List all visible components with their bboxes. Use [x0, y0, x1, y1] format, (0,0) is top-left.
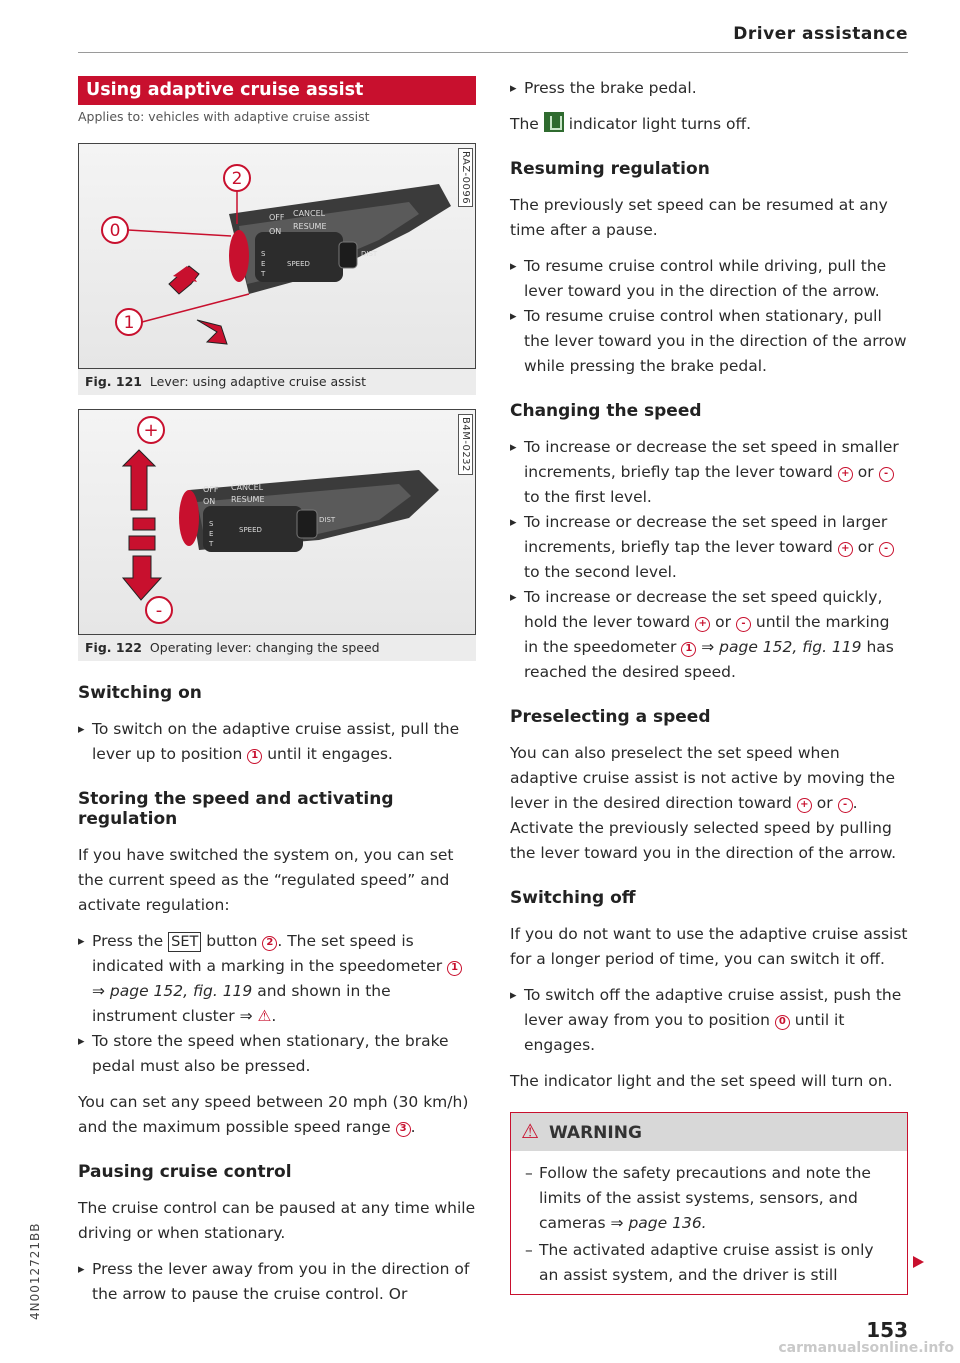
bullet-switch-off: ▸ To switch off the adaptive cruise assist, push the lever away from you to position 0 until it engages. [510, 983, 908, 1058]
preselect-text: You can also preselect the set speed when adaptive cruise assist is not active by moving the lever in the desired direction toward + or - . Activate the previously selected speed by pulling the lever toward you in the direction of the arrow. [510, 744, 897, 862]
heading-pausing: Pausing cruise control [78, 1162, 292, 1182]
callout-1: 1 [123, 313, 135, 333]
bullet-press-set: ▸ Press the SET button 2 . The set speed is indicated with a marking in the speedometer 1 ⇒ page 152, fig. 119 and shown in the instrument cluster ⇒ ⚠. [78, 929, 476, 1029]
lever-text-e: E [261, 260, 266, 268]
link-page-136[interactable]: ⇒ page 136. [610, 1214, 707, 1232]
warning-icon: ⚠ [257, 1007, 272, 1025]
figure-122-number: Fig. 122 [85, 640, 142, 655]
lever-text-cancel: CANCEL [293, 209, 326, 218]
bullet-brake: ▸ Press the brake pedal. [510, 76, 908, 101]
minus-icon: - [736, 617, 751, 632]
lever2-text-on: ON [203, 497, 216, 506]
lever-text-s: S [261, 250, 266, 258]
section-title: Using adaptive cruise assist [78, 76, 476, 105]
applies-note: Applies to: vehicles with adaptive cruise assist [78, 109, 370, 124]
figure-code-121: RAZ-0096 [458, 148, 473, 207]
warning-item-2: – The activated adaptive cruise assist is only an assist system, and the driver is still [525, 1238, 897, 1288]
header-rule [78, 52, 908, 53]
figure-122-caption [78, 635, 476, 661]
figure-122-caption-text: Operating lever: changing the speed [149, 640, 380, 655]
lever-text-dist: DIST [361, 250, 378, 258]
storing-intro: If you have switched the system on, you can set the current speed as the “regulated speed” and activate regulation: [78, 846, 454, 914]
bullet-stationary: ▸ To store the speed when stationary, the brake pedal must also be pressed. [78, 1029, 476, 1079]
lever2-text-s: S [209, 520, 214, 528]
lever-text-resume: RESUME [293, 222, 327, 231]
warning-item-1: – Follow the safety precautions and note the limits of the assist systems, sensors, and cameras ⇒ page 136. [525, 1161, 897, 1236]
page-number: 153 [866, 1318, 908, 1342]
watermark: carmanualsonline.info [778, 1340, 954, 1356]
ref-1b: 1 [447, 961, 462, 976]
heading-switching-off: Switching off [510, 888, 636, 908]
figure-121 [78, 143, 476, 369]
warning-box [510, 1112, 908, 1295]
bullet-resume-driving: ▸ To resume cruise control while driving, pull the lever toward you in the direction of the arrow. [510, 254, 908, 304]
lever-text-speed: SPEED [287, 260, 310, 268]
lever-illustration-121 [79, 144, 475, 368]
heading-preselecting: Preselecting a speed [510, 707, 711, 727]
callout-0: 0 [109, 221, 121, 241]
figure-121-number: Fig. 121 [85, 374, 142, 389]
figure-121-caption [78, 369, 476, 395]
bullet-small-increments: ▸ To increase or decrease the set speed in smaller increments, briefly tap the lever toward + or - to the first level. [510, 435, 908, 510]
heading-changing: Changing the speed [510, 401, 702, 421]
right-column [510, 76, 908, 1295]
document-code: 4N0012721BB [28, 1222, 42, 1320]
heading-switching-on: Switching on [78, 683, 202, 703]
resuming-intro: The previously set speed can be resumed at any time after a pause. [510, 196, 888, 239]
plus-icon: + [695, 617, 710, 632]
indicator-off-text: The indicator light turns off. [510, 112, 908, 137]
minus-icon: - [879, 467, 894, 482]
bullet-large-increments: ▸ To increase or decrease the set speed in larger increments, briefly tap the lever toward + or - to the second level. [510, 510, 908, 585]
plus-icon: + [838, 467, 853, 482]
ref-2: 2 [262, 936, 277, 951]
bullet-quick: ▸ To increase or decrease the set speed quickly, hold the lever toward + or - until the marking in the speedometer 1 ⇒ page 152, fig. 119 has reached the desired speed. [510, 585, 908, 685]
cruise-indicator-icon [544, 112, 564, 132]
bullet-resume-stationary: ▸ To resume cruise control when stationary, pull the lever toward you in the direction of the arrow while pressing the brake pedal. [510, 304, 908, 379]
ref-3: 3 [396, 1122, 411, 1137]
warning-header: ⚠ WARNING [511, 1113, 907, 1151]
warning-triangle-icon: ⚠ [521, 1119, 539, 1143]
callout-plus: + [143, 420, 159, 441]
figure-code-122: B4M-0232 [458, 414, 473, 475]
lever-text-on: ON [269, 227, 282, 236]
lever2-text-off: OFF [203, 485, 219, 494]
set-key: SET [168, 932, 201, 952]
minus-icon: - [879, 542, 894, 557]
switch-off-intro: If you do not want to use the adaptive cruise assist for a longer period of time, you can switch it off. [510, 925, 908, 968]
lever2-text-t: T [209, 540, 214, 548]
ref-1c: 1 [681, 642, 696, 657]
link-page-152[interactable]: ⇒ page 152, fig. 119 [92, 982, 253, 1000]
figure-122 [78, 409, 476, 635]
bullet-pause: ▸ Press the lever away from you in the direction of the arrow to pause the cruise control. Or [78, 1257, 476, 1307]
lever2-text-dist: DIST [319, 516, 336, 524]
lever-illustration-122 [79, 410, 475, 634]
ref-1: 1 [247, 749, 262, 764]
speed-range-text: You can set any speed between 20 mph (30 km/h) and the maximum possible speed range 3 . [78, 1093, 469, 1136]
header-section-title: Driver assistance [733, 24, 908, 44]
plus-icon: + [838, 542, 853, 557]
minus-icon: - [838, 798, 853, 813]
callout-minus: - [155, 600, 163, 621]
figure-121-caption-text: Lever: using adaptive cruise assist [149, 374, 367, 389]
heading-resuming: Resuming regulation [510, 159, 710, 179]
ref-0: 0 [775, 1015, 790, 1030]
plus-icon: + [797, 798, 812, 813]
callout-2: 2 [231, 169, 243, 189]
lever2-text-resume: RESUME [231, 495, 265, 504]
lever2-text-speed: SPEED [239, 526, 262, 534]
lever2-text-e: E [209, 530, 214, 538]
indicator-on-text: The indicator light and the set speed will turn on. [510, 1072, 893, 1090]
link-page-152b[interactable]: ⇒ page 152, fig. 119 [701, 638, 862, 656]
lever-text-off: OFF [269, 213, 285, 222]
lever2-text-cancel: CANCEL [231, 483, 264, 492]
pausing-intro: The cruise control can be paused at any time while driving or when stationary. [78, 1199, 476, 1242]
lever-text-t: T [261, 270, 266, 278]
left-column [78, 76, 476, 1318]
continue-arrow-icon [913, 1256, 924, 1268]
bullet-switch-on: ▸ To switch on the adaptive cruise assist, pull the lever up to position 1 until it engages. [78, 717, 476, 767]
heading-storing: Storing the speed and activating regulation [78, 789, 394, 829]
